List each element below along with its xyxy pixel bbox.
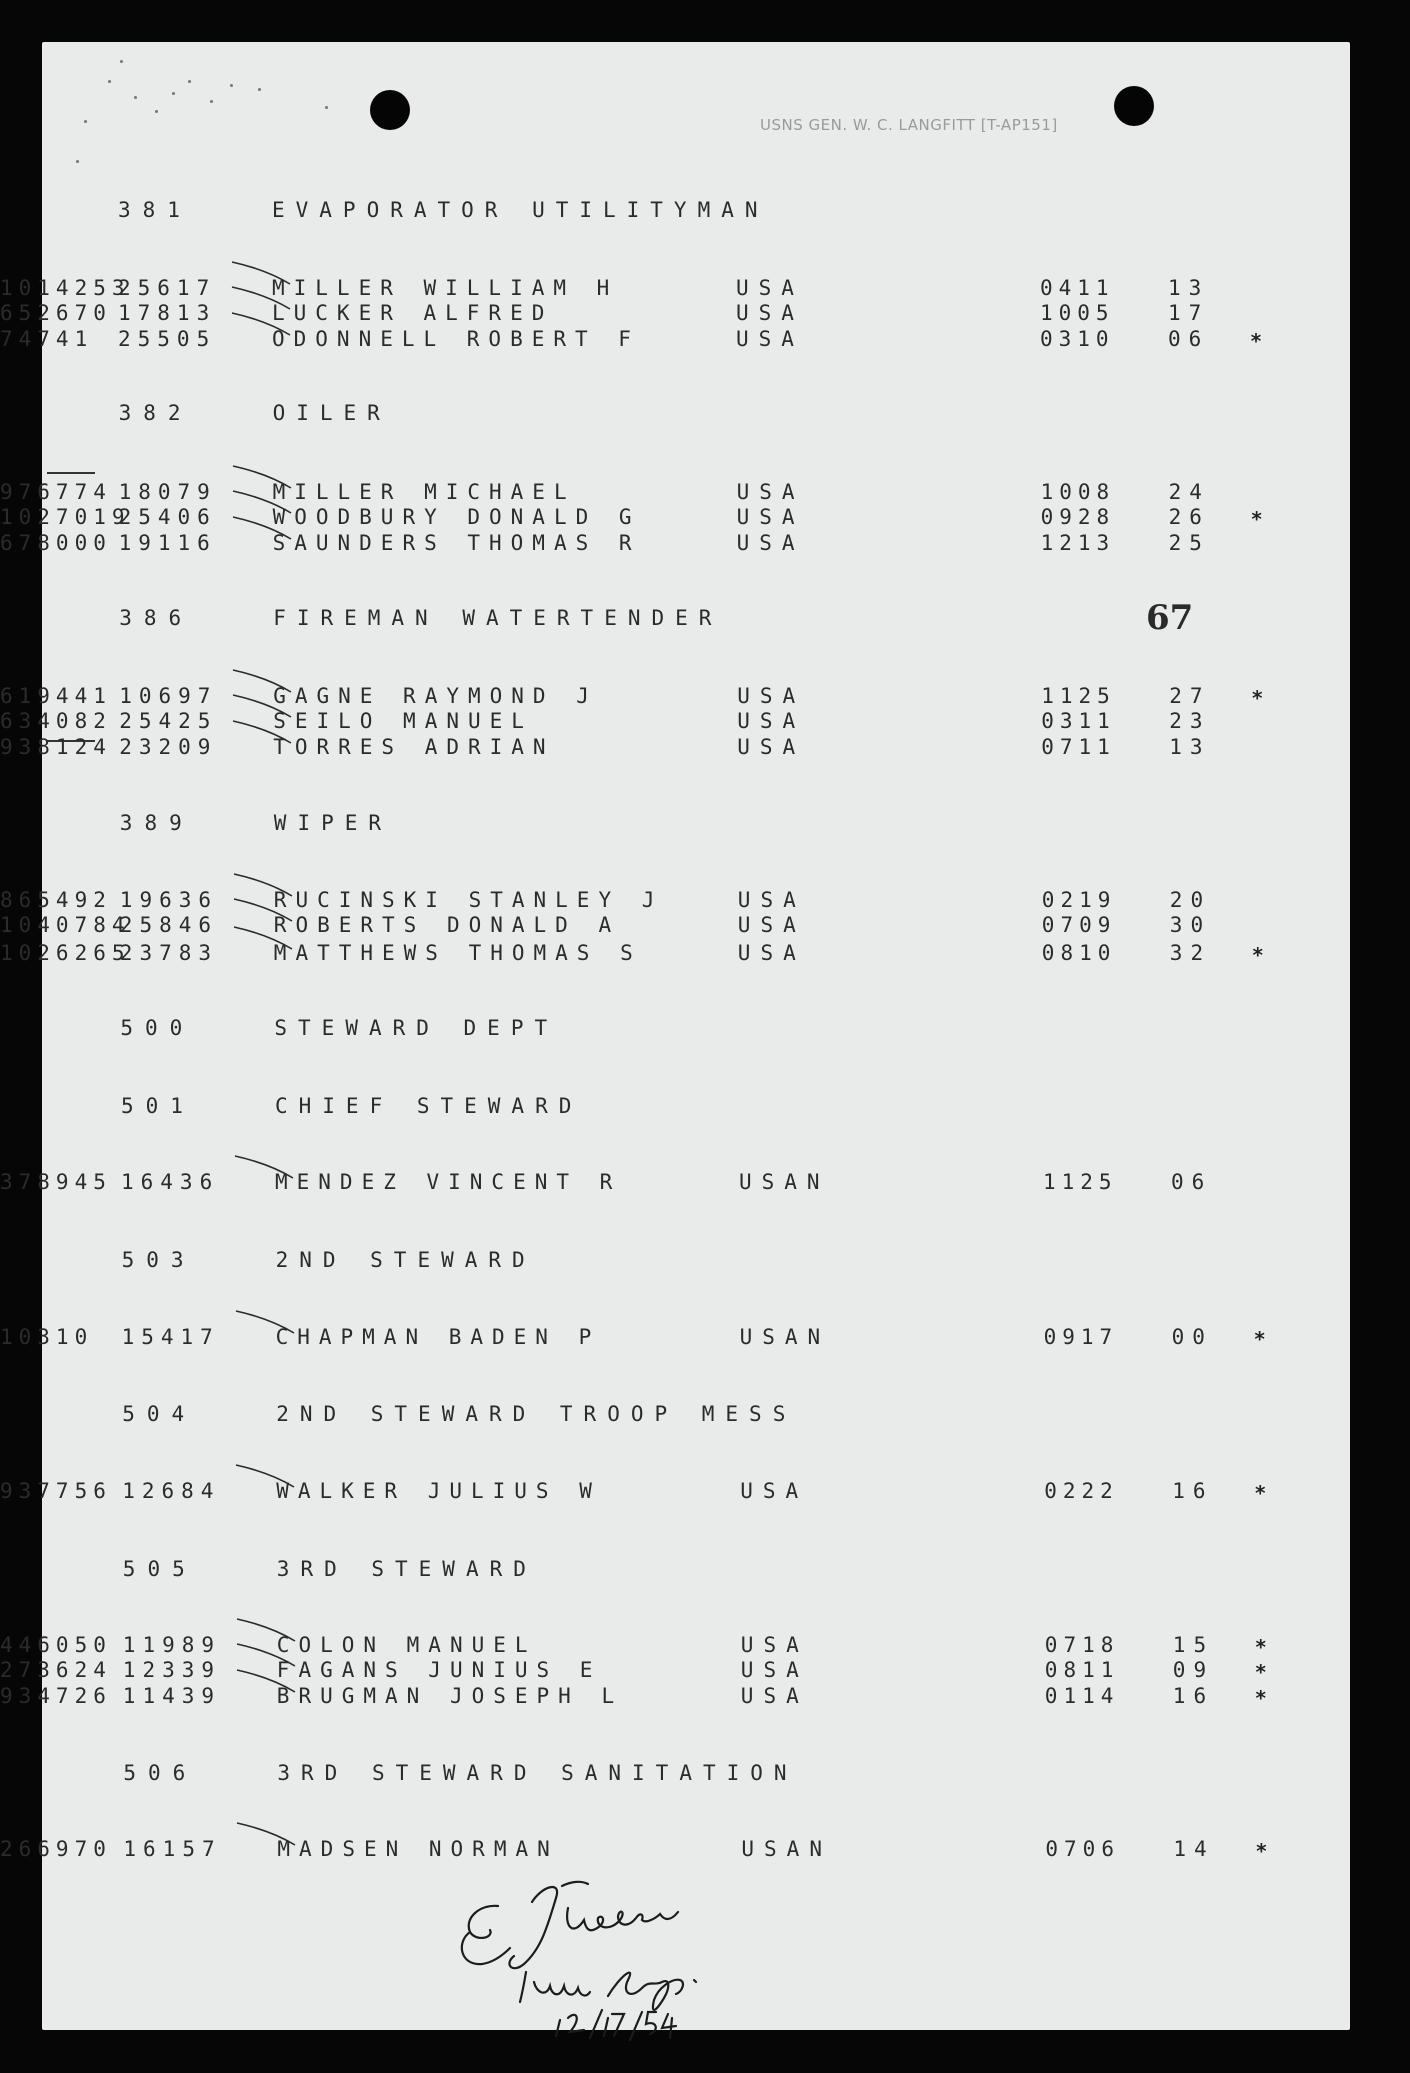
crew-number: 16436 (121, 1170, 220, 1194)
citizenship: USA (736, 301, 804, 325)
section-code: 503 (121, 1248, 196, 1272)
flag-asterisk: * (1253, 1327, 1266, 1351)
inspector-signature (450, 1868, 810, 2048)
years: 15 (1172, 1633, 1215, 1657)
document-id: 634082 (0, 709, 112, 733)
crew-number: 25617 (118, 276, 217, 300)
crew-number: 23783 (119, 941, 219, 965)
years: 13 (1169, 735, 1211, 759)
document-id: 678000 (0, 531, 112, 555)
date-code: 0311 (1041, 709, 1116, 733)
crew-number: 11989 (122, 1633, 222, 1657)
document-id: 378945 (0, 1170, 112, 1194)
citizenship: USAN (739, 1170, 830, 1194)
section-title: WIPER (273, 811, 393, 835)
document-id: 1027019 (0, 505, 131, 529)
date-code: 0917 (1043, 1325, 1119, 1349)
date-code: 0411 (1040, 276, 1115, 300)
section-title: CHIEF STEWARD (275, 1094, 583, 1118)
date-code: 1125 (1043, 1170, 1118, 1194)
citizenship: USA (740, 1633, 809, 1657)
date-code: 0718 (1044, 1633, 1120, 1657)
crew-name: MATTHEWS THOMAS S (273, 941, 642, 965)
check-tick-icon (233, 1154, 303, 1184)
section-code: 382 (118, 401, 193, 425)
crew-name: MILLER MICHAEL (272, 480, 576, 504)
flag-asterisk: * (1254, 1660, 1267, 1684)
ship-stamp: USNS GEN. W. C. LANGFITT [T-AP151] (760, 116, 1058, 134)
check-tick-icon (230, 311, 300, 341)
section-title: 3RD STEWARD SANITATION (277, 1761, 798, 1785)
date-code: 0706 (1045, 1837, 1120, 1861)
flag-asterisk: * (1250, 329, 1263, 353)
crew-name: RUCINSKI STANLEY J (273, 888, 664, 912)
document-id: 273624 (0, 1658, 112, 1682)
citizenship: USA (740, 1684, 809, 1708)
section-title: 2ND STEWARD (275, 1248, 536, 1272)
document-id: 1014253 (0, 276, 131, 300)
section-title: STEWARD DEPT (274, 1016, 559, 1040)
document-id: 266970 (0, 1837, 112, 1861)
check-tick-icon (234, 1309, 304, 1339)
punch-hole-left (370, 90, 410, 130)
crew-name: WALKER JULIUS W (276, 1479, 601, 1503)
citizenship: USAN (741, 1837, 832, 1861)
document-id: 619441 (0, 684, 112, 708)
citizenship: USA (737, 709, 806, 733)
years: 25 (1168, 531, 1210, 555)
crew-name: WOODBURY DONALD G (272, 505, 641, 529)
date-code: 0310 (1040, 327, 1115, 351)
years: 16 (1172, 1479, 1214, 1503)
date-code: 0114 (1044, 1684, 1120, 1708)
section-code: 504 (122, 1402, 197, 1426)
years: 24 (1168, 480, 1210, 504)
section-title: EVAPORATOR UTILITYMAN (272, 198, 769, 222)
check-tick-icon (235, 1821, 305, 1851)
document-id: 865492 (0, 888, 112, 912)
crew-number: 12684 (122, 1479, 221, 1503)
section-title: 2ND STEWARD TROOP MESS (276, 1402, 797, 1426)
flag-asterisk: * (1254, 1481, 1267, 1505)
date-code: 0811 (1044, 1658, 1120, 1682)
crew-name: SAUNDERS THOMAS R (272, 531, 641, 555)
crew-name: ROBERTS DONALD A (273, 913, 621, 937)
section-code: 500 (120, 1016, 195, 1040)
years: 13 (1168, 276, 1210, 300)
date-code: 0711 (1041, 735, 1116, 759)
punch-hole-right (1114, 86, 1154, 126)
crew-number: 18079 (118, 480, 217, 504)
document-id: 976774 (0, 480, 112, 504)
section-title: 3RD STEWARD (276, 1557, 537, 1581)
flag-asterisk: * (1254, 1686, 1267, 1710)
document-id: 652670 (0, 301, 112, 325)
years: 16 (1172, 1684, 1215, 1708)
crew-number: 25406 (118, 505, 217, 529)
flag-asterisk: * (1251, 943, 1264, 967)
section-code: 505 (122, 1557, 197, 1581)
crew-number: 19116 (118, 531, 217, 555)
section-title: FIREMAN WATERTENDER (273, 606, 723, 630)
citizenship: USA (736, 327, 804, 351)
crew-number: 16157 (123, 1837, 222, 1861)
date-code: 0709 (1041, 913, 1117, 937)
citizenship: USA (737, 913, 806, 937)
flag-asterisk: * (1250, 507, 1263, 531)
date-code: 1005 (1040, 301, 1115, 325)
years: 14 (1173, 1837, 1215, 1861)
flag-asterisk: * (1251, 686, 1264, 710)
document-id: 937756 (0, 1479, 112, 1503)
check-tick-icon (232, 925, 302, 955)
crew-name: MADSEN NORMAN (277, 1837, 559, 1861)
citizenship: USA (736, 505, 805, 529)
crew-number: 25505 (118, 327, 217, 351)
crew-name: COLON MANUEL (276, 1633, 537, 1657)
check-tick-icon (231, 719, 301, 749)
date-code: 0810 (1041, 941, 1117, 965)
crew-number: 15417 (121, 1325, 220, 1349)
document-id: 10310 (0, 1325, 94, 1349)
citizenship: USA (740, 1479, 809, 1503)
years: 06 (1171, 1170, 1213, 1194)
date-code: 0219 (1041, 888, 1117, 912)
section-code: 389 (119, 811, 194, 835)
crew-number: 10697 (119, 684, 218, 708)
crew-name: LUCKER ALFRED (272, 301, 554, 325)
crew-number: 12339 (122, 1658, 222, 1682)
citizenship: USA (737, 941, 806, 965)
crew-name: BRUGMAN JOSEPH L (276, 1684, 624, 1708)
crew-name: MENDEZ VINCENT R (275, 1170, 622, 1194)
years: 09 (1172, 1658, 1215, 1682)
crew-number: 17813 (118, 301, 217, 325)
section-title: OILER (272, 401, 391, 425)
document-id: 74741 (0, 327, 94, 351)
date-code: 1213 (1040, 531, 1116, 555)
check-tick-icon (232, 897, 302, 927)
section-code: 381 (118, 198, 192, 222)
check-tick-icon (231, 515, 301, 545)
years: 27 (1169, 684, 1211, 708)
date-code: 0928 (1040, 505, 1116, 529)
crew-name: ODONNELL ROBERT F (272, 327, 640, 351)
section-code: 501 (121, 1094, 195, 1118)
check-tick-icon (235, 1668, 305, 1698)
document-id: 1040784 (0, 913, 131, 937)
years: 26 (1168, 505, 1210, 529)
margin-mark (47, 472, 95, 474)
crew-number: 19636 (119, 888, 219, 912)
citizenship: USA (736, 531, 805, 555)
years: 06 (1168, 327, 1210, 351)
date-code: 1008 (1040, 480, 1116, 504)
section-code: 506 (123, 1761, 198, 1785)
check-tick-icon (234, 1463, 304, 1493)
document-id: 938124 (0, 735, 112, 759)
crew-name: FAGANS JUNIUS E (276, 1658, 602, 1682)
crew-number: 25846 (119, 913, 219, 937)
years: 23 (1169, 709, 1211, 733)
document-id: 934726 (0, 1684, 112, 1708)
crew-name: CHAPMAN BADEN P (275, 1325, 601, 1349)
crew-number: 23209 (119, 735, 218, 759)
flag-asterisk: * (1255, 1839, 1268, 1863)
crew-name: MILLER WILLIAM H (272, 276, 619, 300)
crew-number: 25425 (119, 709, 218, 733)
date-code: 1125 (1041, 684, 1116, 708)
citizenship: USA (737, 888, 806, 912)
crew-name: GAGNE RAYMOND J (273, 684, 598, 708)
citizenship: USA (736, 276, 804, 300)
citizenship: USAN (739, 1325, 831, 1349)
page-number: 67 (1146, 598, 1194, 638)
citizenship: USA (740, 1658, 809, 1682)
years: 30 (1169, 913, 1212, 937)
document-id: 1026265 (0, 941, 131, 965)
section-code: 386 (119, 606, 194, 630)
citizenship: USA (736, 480, 805, 504)
flag-asterisk: * (1254, 1635, 1267, 1659)
crew-name: SEILO MANUEL (273, 709, 533, 733)
crew-number: 11439 (122, 1684, 222, 1708)
years: 00 (1171, 1325, 1213, 1349)
citizenship: USA (737, 735, 806, 759)
crew-name: TORRES ADRIAN (273, 735, 555, 759)
citizenship: USA (737, 684, 806, 708)
document-id: 446050 (0, 1633, 112, 1657)
years: 17 (1168, 301, 1210, 325)
years: 32 (1169, 941, 1212, 965)
years: 20 (1169, 888, 1212, 912)
date-code: 0222 (1044, 1479, 1119, 1503)
